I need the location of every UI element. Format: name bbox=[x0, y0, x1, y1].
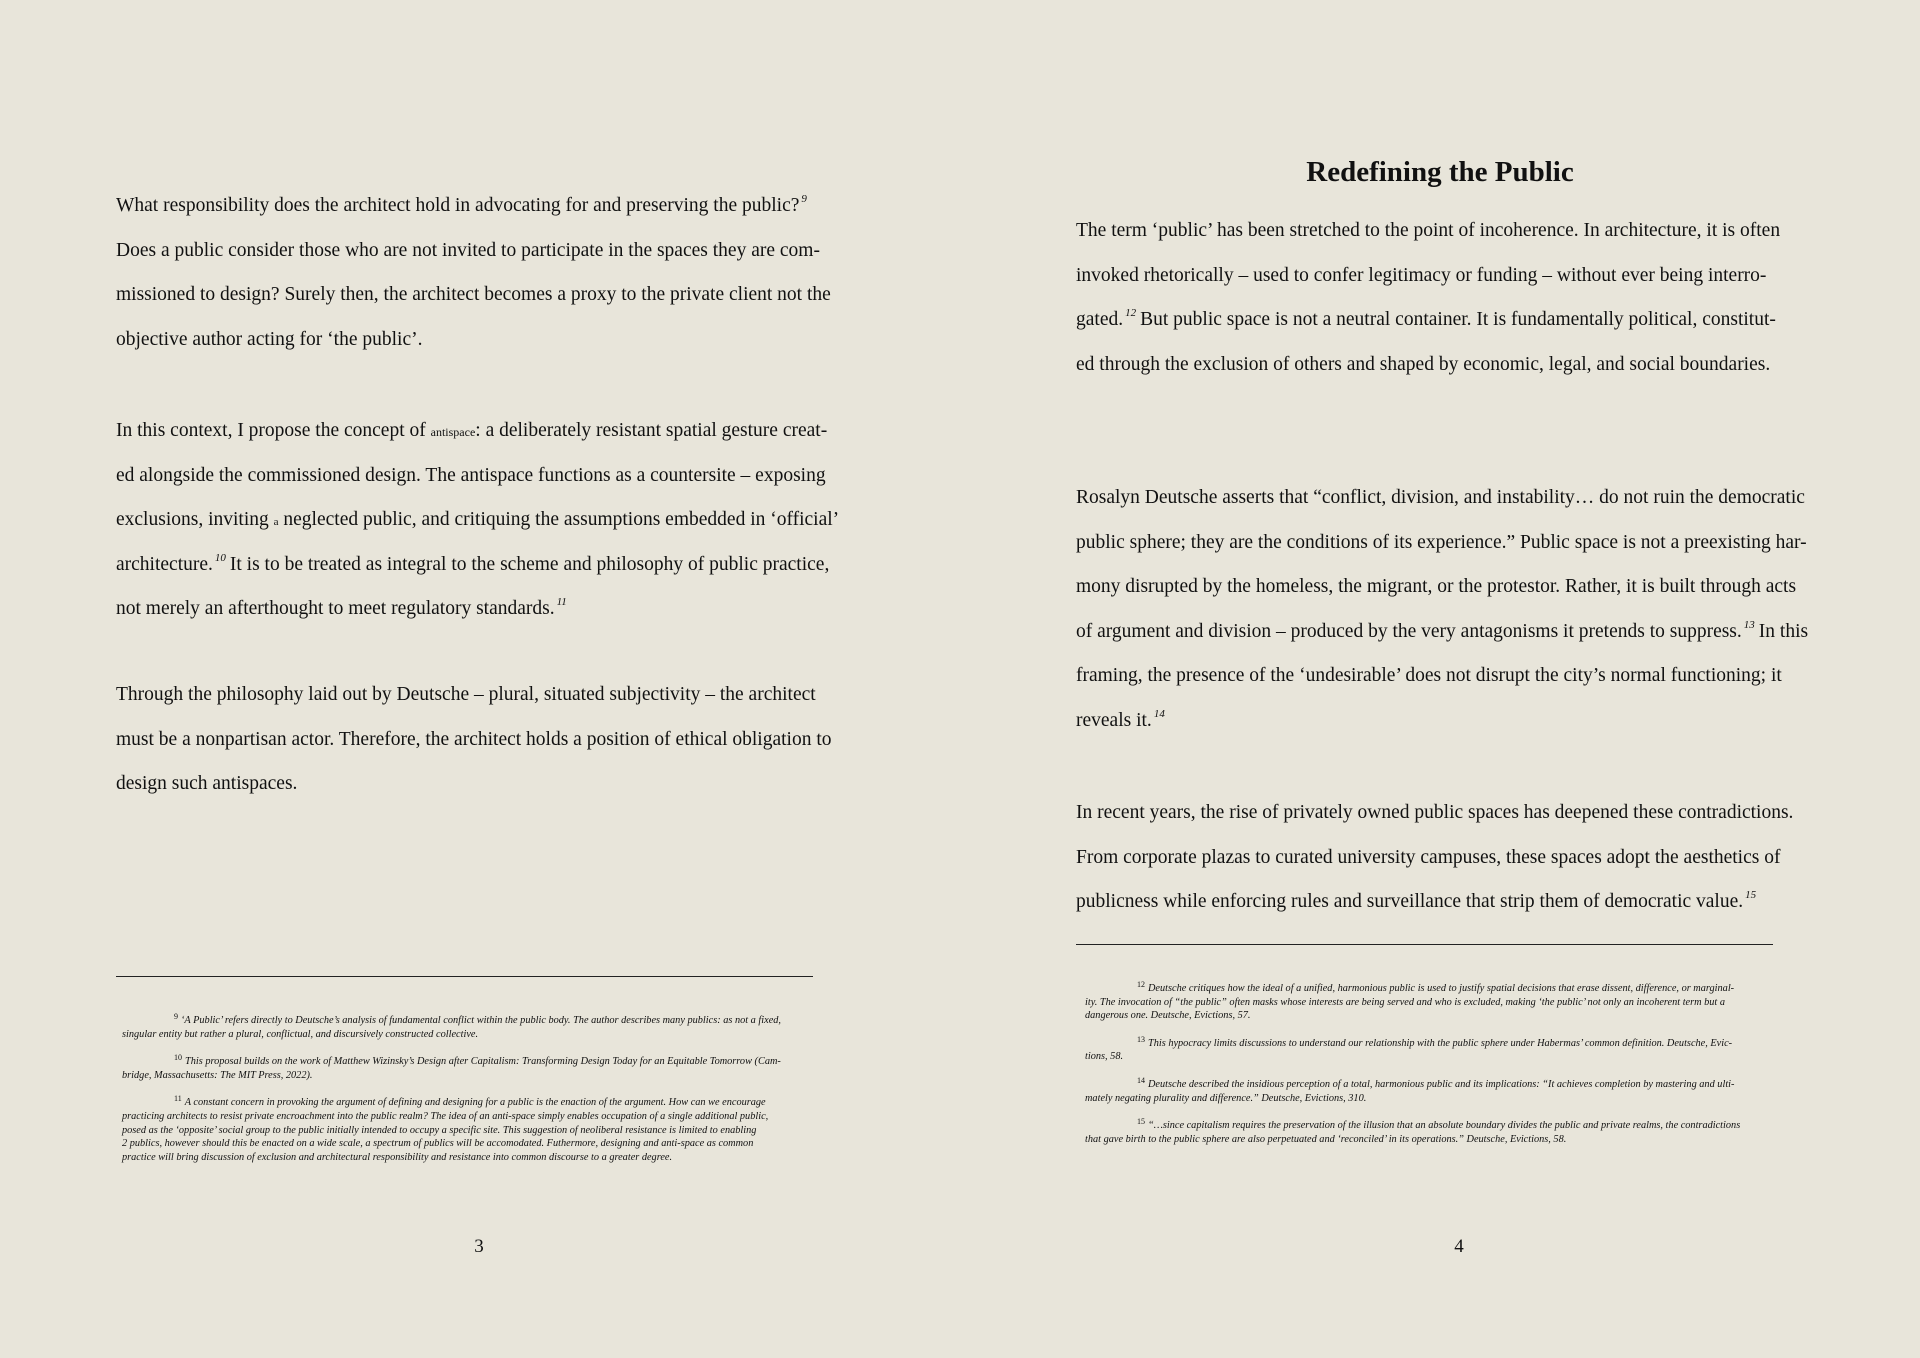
footnote-ref[interactable]: 12 bbox=[1125, 307, 1137, 320]
page-number: 3 bbox=[474, 1236, 484, 1257]
text-line: mony disrupted by the homeless, the migrant, or the protestor. Rather, it is built through acts bbox=[1076, 576, 1797, 598]
text-line: gated. $^{12}$ But public space is not a neutral container. It is fundamentally political, constitut- bbox=[1076, 307, 1776, 331]
footnote-number: 12 bbox=[1137, 980, 1145, 989]
text-line: Through the philosophy laid out by Deutsche – plural, situated subjectivity – the architect bbox=[116, 684, 816, 705]
footnote-ref[interactable]: 15 bbox=[1745, 889, 1757, 902]
footnote-13: $^{13}$ This hypocracy limits discussions to understand our relationship with the public sphere under Habermas’ common definition. Deutsche, Evic- tions, 58. bbox=[1085, 1034, 1733, 1063]
footnote-15: $^{15}$ “…since capitalism requires the preservation of the illusion that an absolute boundary divides the public and private realms, the contradictions that gave birth to the public sphere are also perpetuated and ‘reconciled’ in its operations.” Deutsche, Evictions, 58. bbox=[1085, 1117, 1741, 1145]
text-line: missioned to design? Surely then, the architect becomes a proxy to the private client not the bbox=[116, 284, 831, 306]
paragraph-2 bbox=[116, 409, 839, 632]
footnote-number: 11 bbox=[174, 1094, 182, 1104]
footnote-number: 14 bbox=[1137, 1075, 1145, 1085]
text-line: Rosalyn Deutsche asserts that “conflict, division, and instability… do not ruin the democratic bbox=[1076, 487, 1805, 508]
text-line: must be a nonpartisan actor. Therefore, the architect holds a position of ethical obligation to bbox=[116, 728, 832, 750]
text-line: exclusions, inviting a neglected public, and critiquing the assumptions embedded in ‘official’ bbox=[116, 509, 840, 531]
text-line: not merely an afterthought to meet regulatory standards. $^{11}$ bbox=[116, 596, 567, 620]
footnotes bbox=[122, 1010, 781, 1174]
text-line: reveals it. $^{14}$ bbox=[1076, 707, 1165, 731]
text-line: publicness while enforcing rules and surveillance that strip them of democratic value. $^{15}$ bbox=[1076, 889, 1757, 913]
text-line: What responsibility does the architect hold in advocating for and preserving the public? $^9$ bbox=[116, 193, 807, 216]
text-line: architecture. $^{10}$ It is to be treated as integral to the scheme and philosophy of public practice, bbox=[116, 551, 830, 575]
footnote-number: 9 bbox=[174, 1012, 178, 1021]
footnote-number: 15 bbox=[1137, 1117, 1145, 1127]
footnote-number: 10 bbox=[174, 1053, 182, 1063]
page-number: 4 bbox=[1454, 1236, 1464, 1257]
small-article: a bbox=[273, 516, 279, 529]
text-line: In this context, I propose the concept of antispace: a deliberately resistant spatial gesture creat- bbox=[116, 420, 828, 441]
page-title: Redefining the Public bbox=[1306, 156, 1574, 188]
footnote-ref[interactable]: 14 bbox=[1153, 707, 1165, 720]
footnote-9: $^9$ ‘A Public’ refers directly to Deutsche’s analysis of fundamental conflict within the public body. The author describes many publics: as not a fixed, singular entity but rather a plural, conflictual, and discursively constructed collective. bbox=[122, 1012, 781, 1040]
footnote-ref[interactable]: 9 bbox=[801, 193, 807, 205]
right-page bbox=[960, 0, 1920, 1358]
text-line: Does a public consider those who are not invited to participate in the spaces they are com- bbox=[116, 239, 820, 261]
footnote-10: $^{10}$ This proposal builds on the work of Matthew Wizinsky’s Design after Capitalism: Transforming Design Today for an Equitable Tomorrow (Cam- bridge, Massachusetts: The MIT Press, 2022). bbox=[122, 1053, 781, 1081]
paragraph-1 bbox=[1076, 209, 1780, 387]
footnote-ref[interactable]: 11 bbox=[556, 596, 567, 609]
footnote-14: $^{14}$ Deutsche described the insidious perception of a total, harmonious public and its implications: “It achieves completion by mastering and ulti- mately negating plurality and difference.” Deutsche, Evictions, 310. bbox=[1085, 1075, 1735, 1104]
paragraph-3 bbox=[1076, 791, 1793, 925]
footnote-11: $^{11}$ A constant concern in provoking the argument of defining and designing for a public is the enaction of the argument. How can we encourage practicing architects to resist private encroachment into the public realm? The idea of an anti-space simply enables occupation of a single additional public, posed as the ‘opposite’ social group to the public initially intended to occupy a specific site. This suggestion of neoliberal resistance is limited to enabling 2 publics, however should this be enacted on a wide scale, a spectrum of publics will be accomodated. Futhermore, designing and anti-space as common practice will bring discussion of exclusion and architectural responsibility and resistance into common discourse to a greater degree. bbox=[122, 1094, 769, 1163]
text-line: objective author acting for ‘the public’. bbox=[116, 328, 423, 350]
text-line: design such antispaces. bbox=[116, 773, 298, 795]
text-line: From corporate plazas to curated university campuses, these spaces adopt the aesthetics of bbox=[1076, 846, 1781, 868]
text-line: The term ‘public’ has been stretched to the point of incoherence. In architecture, it is often bbox=[1076, 220, 1781, 241]
text-line: In recent years, the rise of privately owned public spaces has deepened these contradictions. bbox=[1076, 802, 1794, 823]
text-line: of argument and division – produced by the very antagonisms it pretends to suppress. $^{13}$ In this bbox=[1076, 618, 1809, 642]
footnote-ref[interactable]: 13 bbox=[1743, 618, 1755, 631]
text-line: ed alongside the commissioned design. The antispace functions as a countersite – exposing bbox=[116, 464, 826, 486]
paragraph-1 bbox=[116, 184, 831, 362]
antispace-term: antispace bbox=[430, 425, 476, 439]
footnotes bbox=[1085, 978, 1740, 1156]
paragraph-3 bbox=[116, 673, 832, 807]
text-line: invoked rhetorically – used to confer legitimacy or funding – without ever being interro- bbox=[1076, 264, 1767, 286]
text-line: public sphere; they are the conditions of its experience.” Public space is not a preexisting har- bbox=[1076, 531, 1807, 553]
text-line: framing, the presence of the ‘undesirable’ does not disrupt the city’s normal functioning; it bbox=[1076, 665, 1782, 687]
paragraph-2 bbox=[1076, 476, 1808, 744]
text-line: ed through the exclusion of others and shaped by economic, legal, and social boundaries. bbox=[1076, 353, 1771, 375]
footnote-divider bbox=[1076, 944, 1773, 945]
footnote-ref[interactable]: 10 bbox=[214, 551, 226, 564]
footnote-12: $^{12}$ Deutsche critiques how the ideal of a unified, harmonious public is used to justify spatial decisions that erase dissent, difference, or marginal- ity. The invocation of “the public” often masks whose interests are being served and who is excluded, making ‘the public’ not only an incoherent term but a dangerous one. Deutsche, Evictions, 57. bbox=[1085, 980, 1735, 1022]
footnote-number: 13 bbox=[1137, 1034, 1145, 1044]
footnote-divider bbox=[116, 976, 813, 977]
